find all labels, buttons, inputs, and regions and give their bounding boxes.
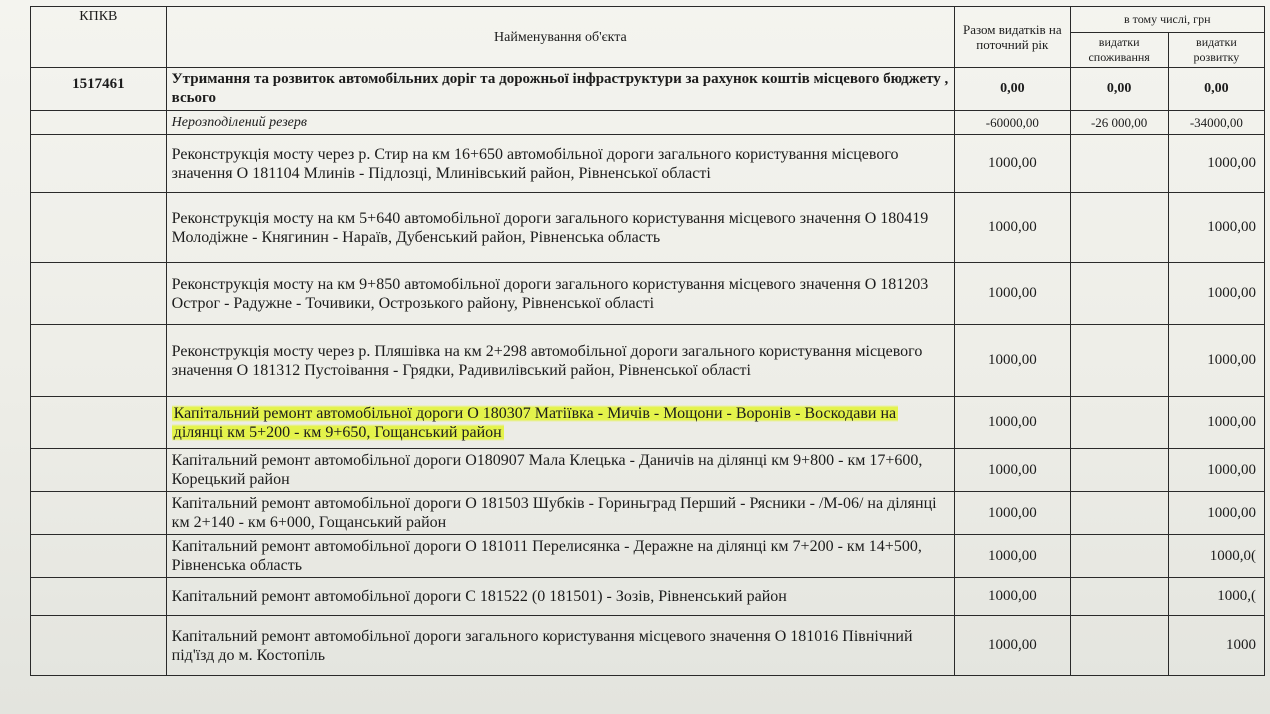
header-including: в тому числі, грн	[1070, 7, 1265, 33]
row-name-text: Капітальний ремонт автомобільної дороги О 181011 Перелисянка - Деражне на ділянці км 7+200 - км 14+500, Рівненська область	[171, 538, 922, 574]
table-row	[31, 135, 1265, 193]
row-total: 1000,00	[955, 616, 1070, 676]
row-consumption	[1070, 449, 1168, 492]
row-development: 1000,00	[1168, 135, 1264, 193]
row-development: 1000,00	[1168, 325, 1264, 397]
row-code	[31, 135, 167, 193]
summary-name: Утримання та розвиток автомобільних доріг та дорожньої інфраструктури за рахунок коштів місцевого бюджету , всього	[166, 68, 954, 111]
row-object-name	[166, 193, 954, 263]
highlighted-text: Капітальний ремонт автомобільної дороги О 180307 Матіївка - Мичів - Мощони - Воронів - Воскодави на ділянці км 5+200 - км 9+650, Гощанський район	[173, 404, 897, 441]
row-development: 1000,00	[1168, 397, 1264, 449]
summary-row	[31, 68, 1265, 111]
row-object-name	[166, 449, 954, 492]
row-consumption	[1070, 325, 1168, 397]
table-row	[31, 263, 1265, 325]
row-name-text: Реконструкція мосту на км 5+640 автомобільної дороги загального користування місцевого значення О 180419 Молодіжне - Княгинин - Нараїв, Дубенський район, Рівненська область	[171, 209, 929, 246]
summary-total: 0,00	[955, 68, 1070, 111]
row-code	[31, 193, 167, 263]
summary-development: 0,00	[1168, 68, 1264, 111]
row-development: 1000,0(	[1168, 535, 1264, 578]
row-consumption	[1070, 193, 1168, 263]
row-object-name	[166, 578, 954, 616]
row-consumption	[1070, 616, 1168, 676]
header-object-name: Найменування об'єкта	[166, 7, 954, 68]
table-row	[31, 449, 1265, 492]
row-object-name	[166, 492, 954, 535]
header-kpkv: КПКВ	[31, 7, 167, 68]
row-development: 1000,00	[1168, 193, 1264, 263]
row-object-name	[166, 535, 954, 578]
row-code	[31, 492, 167, 535]
row-development: 1000,00	[1168, 263, 1264, 325]
reserve-code	[31, 111, 167, 135]
row-total: 1000,00	[955, 449, 1070, 492]
row-object-name	[166, 397, 954, 449]
row-consumption	[1070, 492, 1168, 535]
header-consumption: видатки споживання	[1070, 33, 1168, 68]
table-row	[31, 578, 1265, 616]
row-name-text: Реконструкція мосту через р. Пляшівка на км 2+298 автомобільної дороги загального користування місцевого значення О 181312 Пустоівання - Грядки, Радивилівський район, Рівненської області	[171, 342, 923, 379]
row-object-name	[166, 325, 954, 397]
row-name-text: Капітальний ремонт автомобільної дороги С 181522 (0 181501) - Зозів, Рівненський район	[171, 588, 787, 605]
row-code	[31, 535, 167, 578]
table-row	[31, 616, 1265, 676]
reserve-name: Нерозподілений резерв	[166, 111, 954, 135]
row-consumption	[1070, 535, 1168, 578]
row-consumption	[1070, 263, 1168, 325]
row-code	[31, 616, 167, 676]
row-total: 1000,00	[955, 263, 1070, 325]
row-development: 1000	[1168, 616, 1264, 676]
row-object-name	[166, 616, 954, 676]
row-consumption	[1070, 397, 1168, 449]
row-object-name	[166, 263, 954, 325]
table-row	[31, 535, 1265, 578]
table-row	[31, 492, 1265, 535]
table-row	[31, 193, 1265, 263]
row-total: 1000,00	[955, 397, 1070, 449]
row-name-text: Капітальний ремонт автомобільної дороги О180907 Мала Клецька - Даничів на ділянці км 9+800 - км 17+600, Корецький район	[171, 452, 923, 488]
row-object-name	[166, 135, 954, 193]
row-code	[31, 397, 167, 449]
row-code	[31, 325, 167, 397]
row-name-text: Капітальний ремонт автомобільної дороги О 181503 Шубків - Гориньград Перший - Рясники - /М-06/ на ділянці км 2+140 - км 6+000, Гощанський район	[171, 495, 937, 531]
row-name-text: Реконструкція мосту на км 9+850 автомобільної дороги загального користування місцевого значення О 181203 Острог - Радужне - Точивики, Острозького району, Рівненської області	[171, 275, 929, 312]
reserve-row	[31, 111, 1265, 135]
row-development: 1000,00	[1168, 492, 1264, 535]
row-code	[31, 263, 167, 325]
summary-code: 1517461	[31, 68, 167, 111]
row-total: 1000,00	[955, 193, 1070, 263]
header-development: видатки розвитку	[1168, 33, 1264, 68]
budget-table	[30, 6, 1265, 676]
row-total: 1000,00	[955, 492, 1070, 535]
row-total: 1000,00	[955, 535, 1070, 578]
row-code	[31, 449, 167, 492]
row-name-text: Капітальний ремонт автомобільної дороги загального користування місцевого значення О 181016 Північний під'їзд до м. Костопіль	[171, 627, 913, 664]
row-name-text: Реконструкція мосту через р. Стир на км 16+650 автомобільної дороги загального користування місцевого значення О 181104 Млинів - Підлозці, Млинівський район, Рівненської області	[171, 145, 899, 182]
row-total: 1000,00	[955, 135, 1070, 193]
reserve-consumption: -26 000,00	[1070, 111, 1168, 135]
row-consumption	[1070, 578, 1168, 616]
row-code	[31, 578, 167, 616]
summary-consumption: 0,00	[1070, 68, 1168, 111]
table-row	[31, 325, 1265, 397]
reserve-development: -34000,00	[1168, 111, 1264, 135]
row-consumption	[1070, 135, 1168, 193]
table-row	[31, 397, 1265, 449]
row-development: 1000,(	[1168, 578, 1264, 616]
row-total: 1000,00	[955, 578, 1070, 616]
header-total: Разом видатків на поточний рік	[955, 7, 1070, 68]
reserve-total: -60000,00	[955, 111, 1070, 135]
row-total: 1000,00	[955, 325, 1070, 397]
row-development: 1000,00	[1168, 449, 1264, 492]
